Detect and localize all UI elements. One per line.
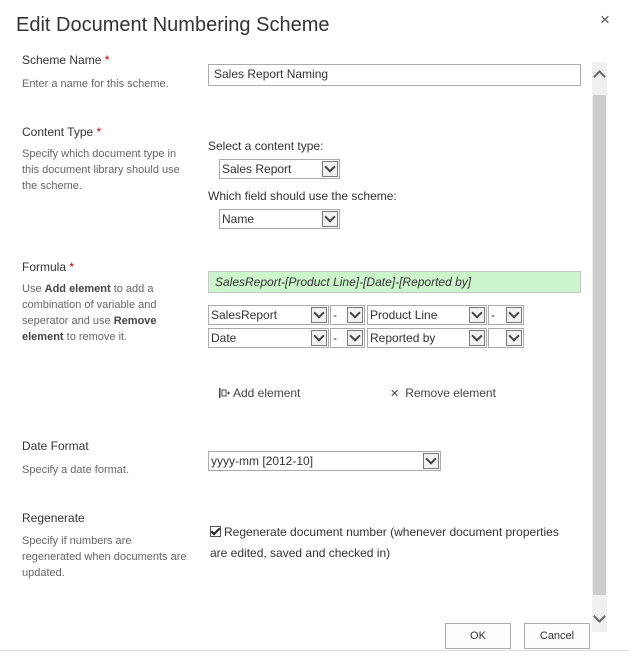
regenerate-checkbox-label: Regenerate document number (whenever document properties are edited, saved and checked in): [210, 525, 559, 560]
chevron-down-icon: [423, 453, 439, 469]
scrollbar-thumb[interactable]: [593, 95, 606, 595]
chevron-down-icon: [506, 307, 522, 323]
scheme-name-description: Enter a name for this scheme.: [22, 78, 169, 90]
regenerate-description: Specify if numbers are regenerated when documents are updated.: [22, 535, 187, 579]
separator-select[interactable]: [488, 328, 524, 348]
formula-description: Use Add element to add a combination of variable and seperator and use Remove element to remove it.: [22, 283, 157, 343]
separator-select[interactable]: -: [330, 328, 365, 348]
cancel-button[interactable]: Cancel: [524, 623, 590, 649]
content-type-select-label: Select a content type:: [208, 139, 324, 153]
chevron-down-icon: [469, 307, 485, 323]
scheme-name-input[interactable]: Sales Report Naming: [208, 64, 581, 86]
content-type-select[interactable]: Sales Report: [219, 159, 340, 179]
chevron-down-icon: [347, 330, 363, 346]
content-type-description: Specify which document type in this document library should use the scheme.: [22, 148, 180, 192]
chevron-down-icon: [347, 307, 363, 323]
dialog-title: Edit Document Numbering Scheme: [16, 14, 330, 36]
add-element-button[interactable]: Add element: [218, 386, 300, 400]
formula-preview: SalesReport-[Product Line]-[Date]-[Reported by]: [208, 271, 581, 293]
formula-heading: Formula *: [22, 260, 75, 274]
remove-icon: ✕: [390, 387, 400, 400]
chevron-down-icon: [506, 330, 522, 346]
remove-element-button[interactable]: ✕ Remove element: [390, 386, 496, 400]
scheme-name-heading: Scheme Name *: [22, 53, 110, 67]
regenerate-heading: Regenerate: [22, 511, 85, 525]
required-mark: *: [96, 125, 102, 139]
scroll-down-icon[interactable]: [592, 608, 607, 628]
separator-select[interactable]: -: [488, 305, 524, 325]
chevron-down-icon: [311, 307, 327, 323]
date-format-heading: Date Format: [22, 439, 89, 453]
required-mark: *: [69, 260, 75, 274]
field-select[interactable]: Name: [219, 209, 340, 229]
regenerate-option: [210, 522, 570, 564]
variable-select[interactable]: Product Line: [367, 305, 487, 325]
add-element-icon: [218, 387, 231, 399]
ok-button[interactable]: OK: [445, 623, 511, 649]
scroll-up-icon[interactable]: [592, 64, 607, 84]
chevron-down-icon: [469, 330, 485, 346]
field-select-label: Which field should use the scheme:: [208, 189, 397, 203]
dialog-bottom-divider: [0, 650, 629, 651]
date-format-select[interactable]: yyyy-mm [2012-10]: [208, 451, 441, 471]
content-type-heading: Content Type *: [22, 125, 102, 139]
chevron-down-icon: [322, 161, 338, 177]
chevron-down-icon: [311, 330, 327, 346]
date-format-description: Specify a date format.: [22, 464, 129, 476]
regenerate-checkbox[interactable]: [210, 526, 221, 537]
required-mark: *: [104, 53, 110, 67]
separator-select[interactable]: -: [330, 305, 365, 325]
variable-select[interactable]: Reported by: [367, 328, 487, 348]
element-select[interactable]: Date: [208, 328, 329, 348]
chevron-down-icon: [322, 211, 338, 227]
element-select[interactable]: SalesReport: [208, 305, 329, 325]
close-icon[interactable]: ×: [600, 10, 610, 29]
checkmark-icon: [211, 526, 221, 536]
